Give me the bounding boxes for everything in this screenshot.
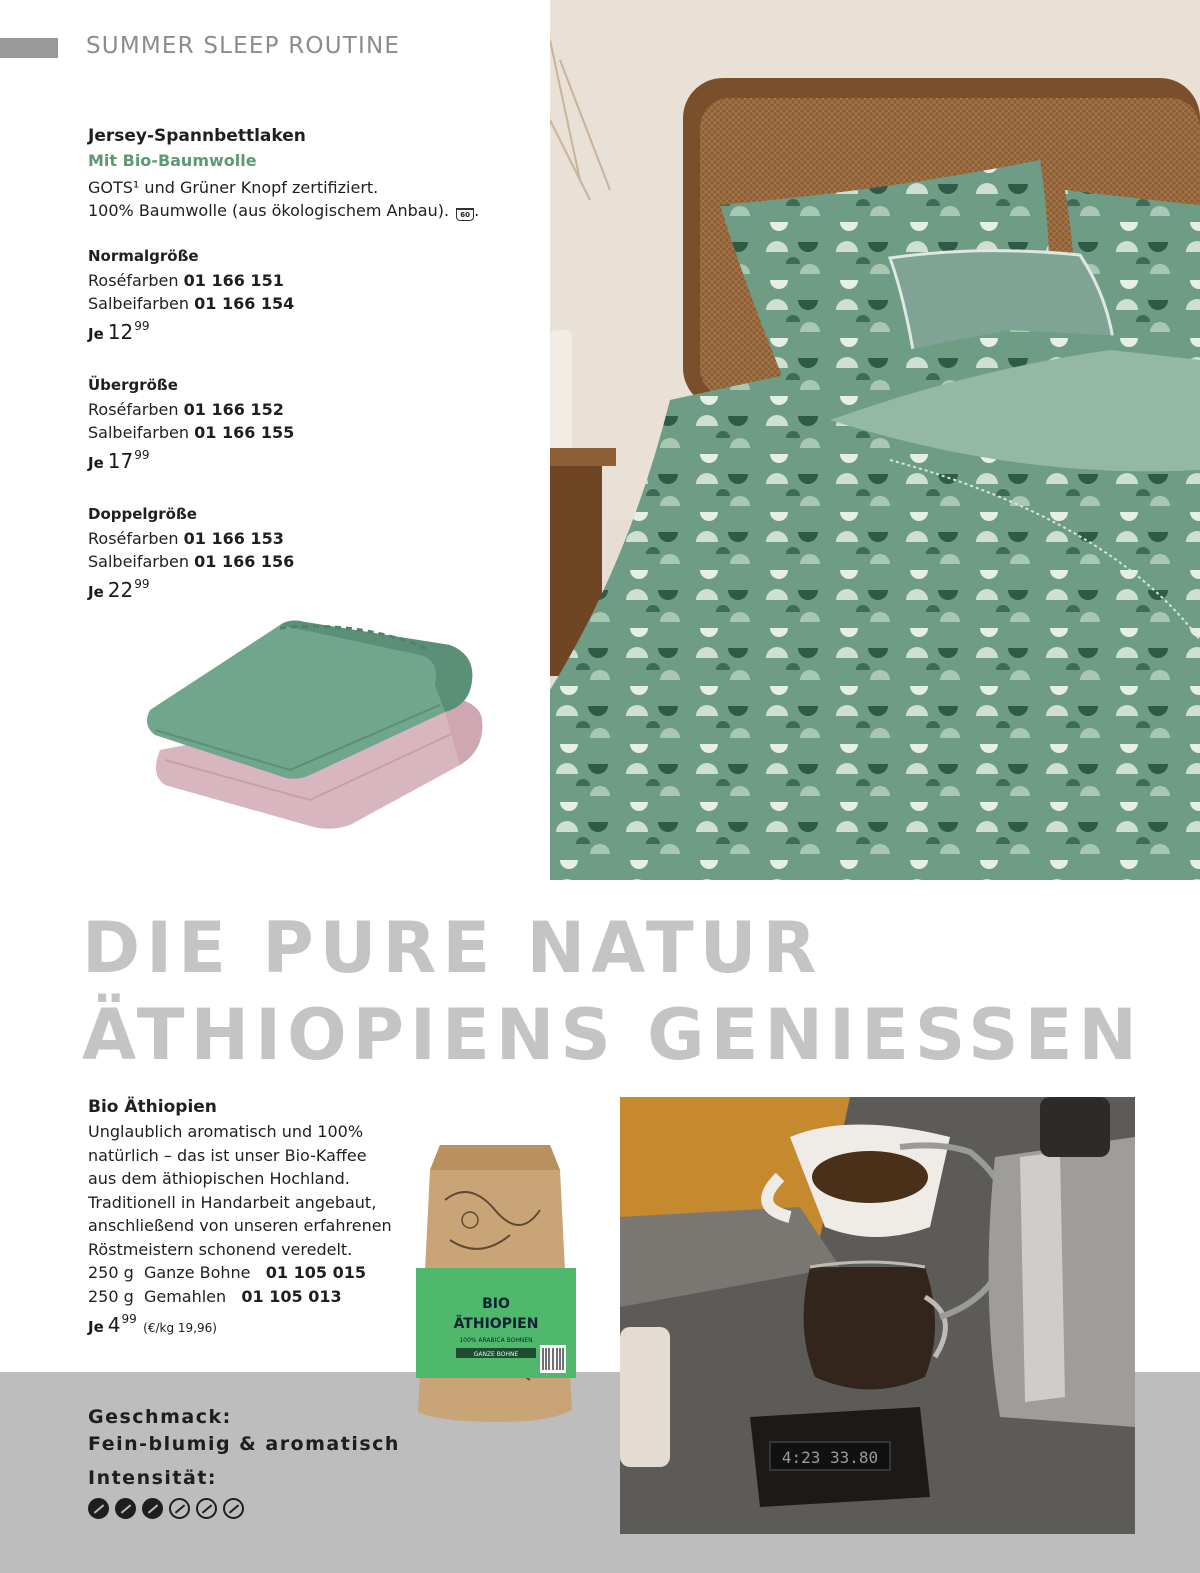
coffee-bean-icon	[115, 1498, 136, 1519]
size-name: Normalgröße	[88, 247, 199, 265]
coffee-bean-icon	[88, 1498, 109, 1519]
coffee-brewing-photo	[620, 1097, 1135, 1534]
headline	[82, 905, 1143, 1079]
pack-sub: 100% ARABICA BOHNEN	[459, 1337, 533, 1344]
coffee-pack-image	[410, 1140, 580, 1425]
article-number: 01 166 151	[183, 270, 284, 290]
price: Je $4^{99}$ (€/kg 19,96)	[88, 1312, 217, 1337]
description-line: Röstmeistern schonend veredelt.	[88, 1239, 353, 1259]
article-number: 01 166 153	[183, 528, 284, 548]
wash-60-icon: 60	[456, 208, 474, 221]
coffee-bean-icon	[169, 1498, 190, 1519]
article-number: 01 105 013	[241, 1286, 342, 1306]
pack-badge: GANZE BOHNE	[473, 1351, 519, 1358]
description-line: natürlich – das ist unser Bio-Kaffee	[88, 1145, 367, 1165]
variant-line: Salbeifarben 01 166 156	[88, 552, 295, 571]
article-number: 01 166 155	[194, 423, 295, 442]
unit-price: (€/kg 19,96)	[143, 1321, 217, 1335]
scale-readout: 4:23 33.80	[781, 1448, 879, 1467]
size-name: Doppelgröße	[88, 505, 197, 523]
article-number: 01 166 156	[194, 552, 295, 571]
variant-line: Roséfarben 01 166 153	[88, 528, 284, 548]
description-line: anschließend von unseren erfahrenen	[88, 1216, 392, 1235]
pack-brand: BIO	[482, 1296, 510, 1312]
size-group-double	[88, 503, 294, 602]
taste-value: Fein-blumig & aromatisch	[88, 1433, 400, 1455]
price: Je $17^{99}$	[88, 447, 150, 473]
size-name: Übergröße	[88, 376, 178, 394]
variant-line: Roséfarben 01 166 151	[88, 270, 284, 290]
product-title: Bio Äthiopien	[88, 1097, 217, 1117]
coffee-bean-icon	[142, 1498, 163, 1519]
description-line: Unglaublich aromatisch und 100%	[88, 1122, 364, 1141]
pack-name: ÄTHIOPIEN	[453, 1316, 539, 1332]
headline-line-2: ÄTHIOPIENS GENIESSEN	[82, 994, 1143, 1076]
variant-line: 250 g Gemahlen 01 105 013	[88, 1286, 342, 1306]
variant-line: Salbeifarben 01 166 154	[88, 294, 295, 313]
coffee-bean-icon	[196, 1498, 217, 1519]
price: Je $22^{99}$	[88, 576, 150, 602]
bedroom-photo	[550, 0, 1200, 880]
size-group-normal	[88, 245, 294, 344]
fitted-sheets-image	[140, 600, 490, 835]
product-description	[88, 1120, 392, 1337]
headline-line-1: DIE PURE NATUR	[82, 907, 823, 989]
variant-line: Salbeifarben 01 166 155	[88, 423, 295, 442]
intensity-label: Intensität:	[88, 1467, 217, 1489]
article-number: 01 166 152	[183, 399, 284, 419]
section-title: SUMMER SLEEP ROUTINE	[86, 33, 401, 59]
variant-line: Roséfarben 01 166 152	[88, 399, 284, 419]
description-line: aus dem äthiopischen Hochland.	[88, 1169, 350, 1188]
product-material: 100% Baumwolle (aus ökologischem Anbau). 60 .	[88, 201, 480, 220]
coffee-bean-icon	[223, 1498, 244, 1519]
article-number: 01 105 015	[265, 1263, 366, 1282]
taste-label: Geschmack:	[88, 1406, 232, 1428]
product-subtitle: Mit Bio-Baumwolle	[88, 151, 257, 170]
product-description: GOTS¹ und Grüner Knopf zertifiziert.	[88, 178, 379, 197]
variant-line: 250 g Ganze Bohne 01 105 015	[88, 1263, 366, 1282]
intensity-rating	[88, 1498, 244, 1519]
header-accent-bar	[0, 38, 58, 58]
description-line: Traditionell in Handarbeit angebaut,	[88, 1192, 377, 1212]
article-number: 01 166 154	[194, 294, 295, 313]
size-group-oversize	[88, 374, 294, 473]
product-title: Jersey-Spannbettlaken	[88, 126, 306, 146]
price: Je $12^{99}$	[88, 318, 150, 344]
